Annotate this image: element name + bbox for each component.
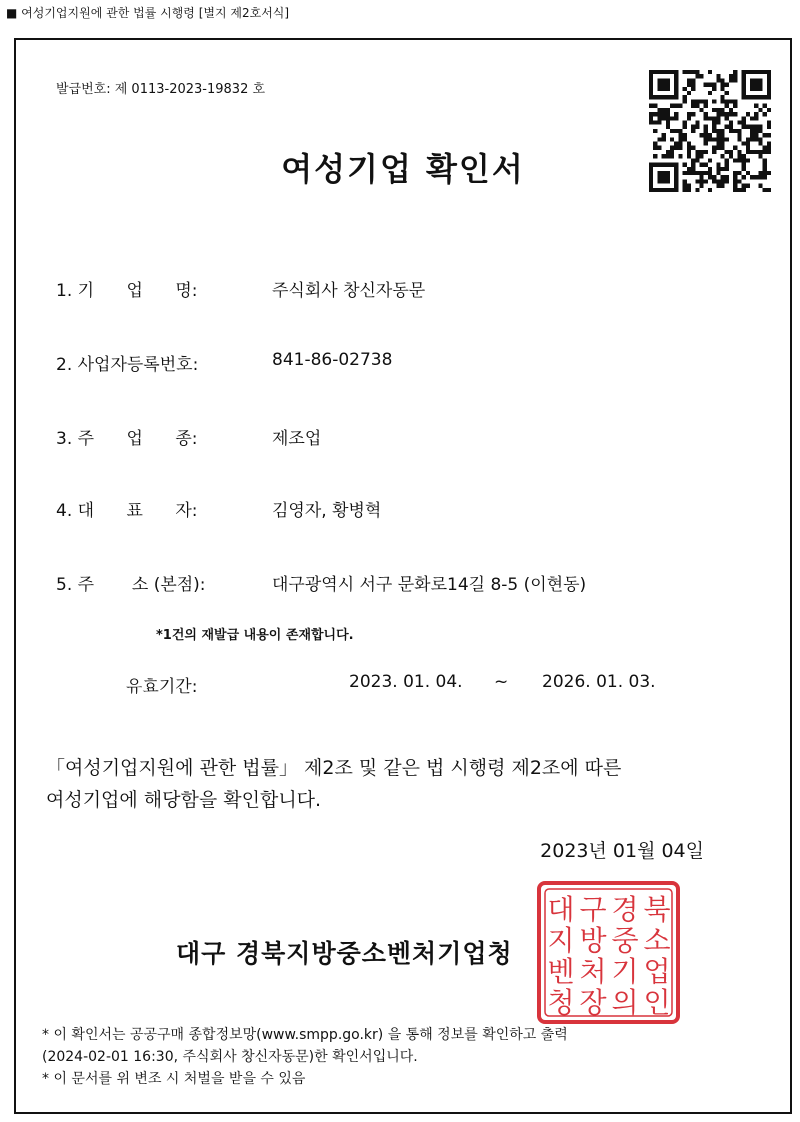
field-label: 2. 사업자등록번호: (56, 355, 199, 375)
seal-character: 의 (611, 986, 639, 1019)
notice-line: * 이 확인서는 공공구매 종합정보망(www.smpp.go.kr) 을 통해 정보를 확인하고 출력 (42, 1027, 568, 1043)
field-value: 제조업 (272, 429, 322, 449)
notice-line: (2024-02-01 16:30, 주식회사 창신자동문)한 확인서입니다. (42, 1049, 418, 1065)
field-value: 김영자, 황병혁 (272, 501, 382, 521)
seal-character: 기 (611, 955, 639, 988)
seal-character: 장 (579, 986, 607, 1019)
validity-label: 유효기간: (126, 677, 198, 697)
seal-character: 처 (579, 955, 607, 988)
validity-separator: ~ (494, 672, 509, 692)
issue-number: 발급번호: 제 0113-2023-19832 호 (56, 82, 266, 97)
validity-end: 2026. 01. 03. (542, 672, 656, 692)
seal-character: 업 (643, 955, 671, 988)
reissue-note: *1건의 재발급 내용이 존재합니다. (156, 628, 354, 643)
field-value: 841-86-02738 (272, 350, 393, 370)
field-value: 대구광역시 서구 문화로14길 8-5 (이현동) (272, 575, 587, 595)
certificate-frame (14, 38, 792, 1114)
field-label: 4. 대 표 자: (56, 501, 198, 521)
issue-date: 2023년 01월 04일 (540, 840, 704, 862)
seal-character: 중 (611, 924, 639, 957)
statement-line: 여성기업에 해당함을 확인합니다. (46, 789, 322, 811)
seal-character: 청 (547, 986, 575, 1019)
field-value: 주식회사 창신자동문 (272, 281, 426, 301)
form-header: ■ 여성기업지원에 관한 법률 시행령 [별지 제2호서식] (6, 6, 290, 20)
seal-character: 대 (547, 893, 575, 926)
notice-line: * 이 문서를 위 변조 시 처벌을 받을 수 있음 (42, 1071, 306, 1087)
validity-start: 2023. 01. 04. (349, 672, 463, 692)
field-label: 5. 주 소 (본점): (56, 575, 206, 595)
confirmation-statement (46, 752, 766, 816)
seal-character: 소 (643, 924, 671, 957)
seal-character: 북 (643, 893, 671, 926)
official-seal-icon (536, 880, 681, 1025)
seal-character: 구 (579, 893, 607, 926)
seal-character: 인 (643, 986, 671, 1019)
seal-character: 벤 (547, 955, 575, 988)
issuer-name: 대구 경북지방중소벤처기업청 (176, 939, 513, 968)
seal-character: 방 (579, 924, 607, 957)
document-title: 여성기업 확인서 (281, 150, 525, 188)
statement-line: 「여성기업지원에 관한 법률」 제2조 및 같은 법 시행령 제2조에 따른 (46, 757, 622, 779)
seal-character: 경 (611, 893, 639, 926)
field-label: 1. 기 업 명: (56, 281, 198, 301)
field-label: 3. 주 업 종: (56, 429, 198, 449)
seal-character: 지 (547, 924, 575, 957)
